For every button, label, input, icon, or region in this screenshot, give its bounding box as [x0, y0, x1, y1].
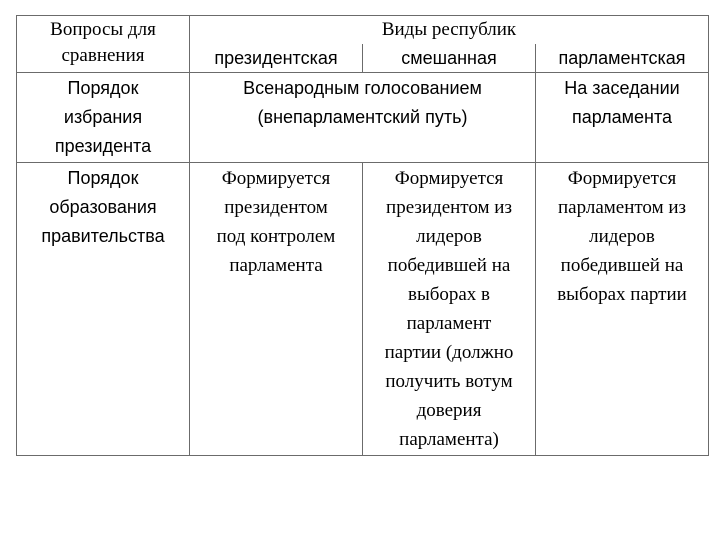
- type-mixed: смешанная: [363, 44, 536, 73]
- type-presidential: президентская: [190, 44, 363, 73]
- type-parliamentary: парламентская: [536, 44, 709, 73]
- question-cell: Порядок избрания президента: [17, 73, 190, 163]
- question-cell: Порядок образования правительства: [17, 163, 190, 456]
- election-parliamentary-cell: На заседании парламента: [536, 73, 709, 163]
- table-row: [17, 163, 709, 456]
- republic-types-header: Виды республик: [190, 16, 709, 45]
- government-mixed-cell: Формируется президентом из лидеров победившей на выборах в парламент партии (должно получить вотум доверия парламента): [363, 163, 536, 456]
- comparison-table: [16, 15, 709, 456]
- election-pres-mixed-cell: Всенародным голосованием (внепарламентский путь): [190, 73, 536, 163]
- government-parliamentary-cell: Формируется парламентом из лидеров победившей на выборах партии: [536, 163, 709, 456]
- compare-header-cell: Вопросы для сравнения: [17, 16, 190, 73]
- government-presidential-cell: Формируется президентом под контролем парламента: [190, 163, 363, 456]
- header-row: [17, 16, 709, 45]
- table-row: [17, 73, 709, 163]
